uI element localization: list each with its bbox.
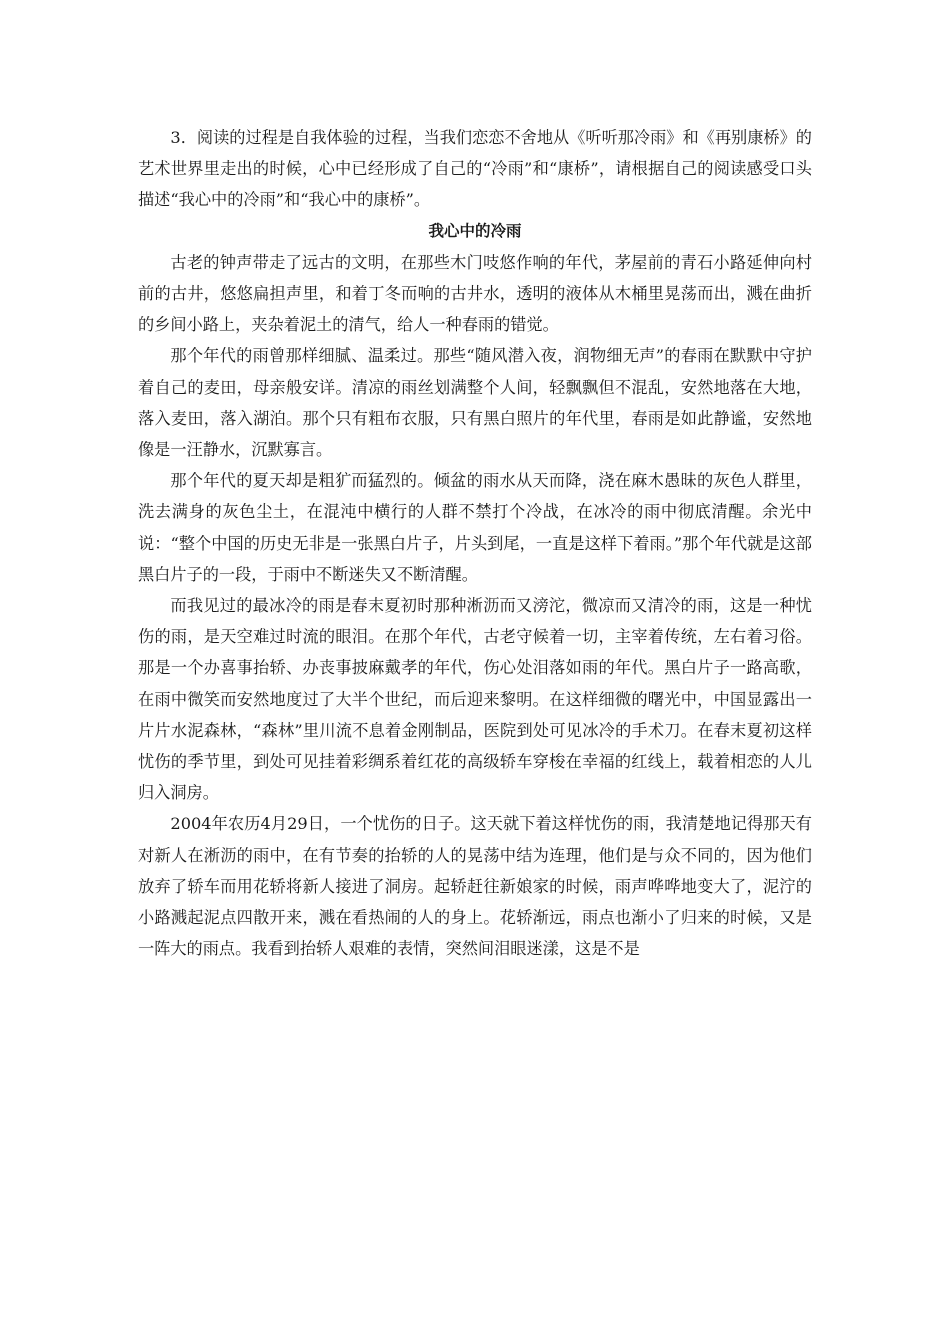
- essay-paragraph-3: 那个年代的夏天却是粗犷而猛烈的。倾盆的雨水从天而降，浇在麻木愚昧的灰色人群里，洗去满身的灰色尘土，在混沌中横行的人群不禁打个冷战，在冰冷的雨中彻底清醒。余光中说：“整个中国的历史无非是一张黑白片子，片头到尾，一直是这样下着雨。”那个年代就是这部黑白片子的一段，于雨中不断迷失又不断清醒。: [138, 471, 812, 584]
- essay-paragraph-2: 那个年代的雨曾那样细腻、温柔过。那些“随风潜入夜，润物细无声”的春雨在默默中守护着自己的麦田，母亲般安详。清凉的雨丝划满整个人间，轻飘飘但不混乱，安然地落在大地，落入麦田，落入湖泊。那个只有粗布衣服，只有黑白照片的年代里，春雨是如此静谧，安然地像是一汪静水，沉默寡言。: [138, 346, 812, 460]
- essay-paragraph-4: 而我见过的最冰冷的雨是春末夏初时那种淅沥而又滂沱，微凉而又清冷的雨，这是一种忧伤的雨，是天空难过时流的眼泪。在那个年代，古老守候着一切，主宰着传统，左右着习俗。那是一个办喜事抬轿、办丧事披麻戴孝的年代，伤心处泪落如雨的年代。黑白片子一路高歌，在雨中微笑而安然地度过了大半个世纪，而后迎来黎明。在这样细微的曙光中，中国显露出一片片水泥森林，“森林”里川流不息着金刚制品，医院到处可见冰冷的手术刀。在春末夏初这样忧伤的季节里，到处可见挂着彩绸系着红花的高级轿车穿梭在幸福的红线上，载着相恋的人儿归入洞房。: [138, 596, 812, 803]
- document-page: [138, 122, 812, 964]
- essay-title: 我心中的冷雨: [428, 221, 522, 240]
- essay-paragraph-5: 2004年农历4月29日，一个忧伤的日子。这天就下着这样忧伤的雨，我清楚地记得那天有对新人在淅沥的雨中，在有节奏的抬轿的人的晃荡中结为连理，他们是与众不同的，因为他们放弃了轿车而用花轿将新人接进了洞房。起轿赶往新娘家的时候，雨声哗哗地变大了，泥泞的小路溅起泥点四散开来，溅在看热闹的人的身上。花轿渐远，雨点也渐小了归来的时候，又是一阵大的雨点。我看到抬轿人艰难的表情，突然间泪眼迷漾，这是不是: [138, 814, 812, 959]
- essay-paragraph-1: 古老的钟声带走了远古的文明，在那些木门吱悠作响的年代，茅屋前的青石小路延伸向村前的古井，悠悠扁担声里，和着丁冬而响的古井水，透明的液体从木桶里晃荡而出，溅在曲折的乡间小路上，夹杂着泥土的清气，给人一种春雨的错觉。: [138, 252, 812, 335]
- question-paragraph: 3．阅读的过程是自我体验的过程，当我们恋恋不舍地从《听听那冷雨》和《再别康桥》的艺术世界里走出的时候，心中已经形成了自己的“冷雨”和“康桥”，请根据自己的阅读感受口头描述“我心中的冷雨”和“我心中的康桥”。: [138, 128, 812, 210]
